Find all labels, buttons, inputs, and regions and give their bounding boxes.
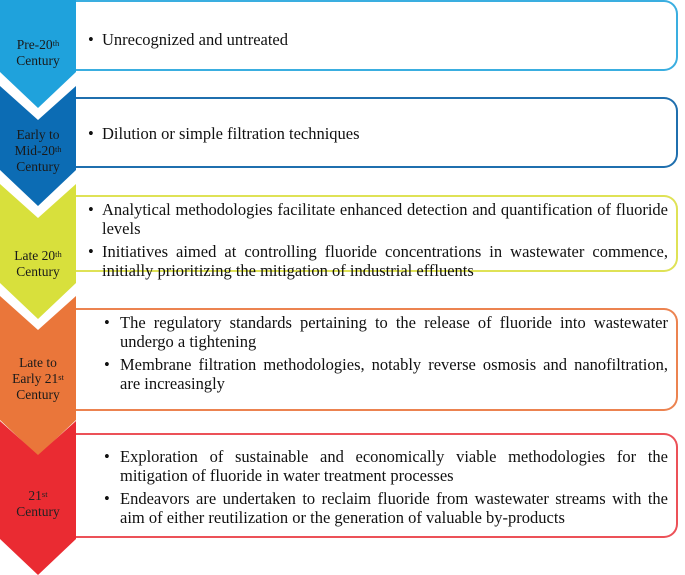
stage-box-late-20th (76, 195, 678, 280)
stage-box-21st (76, 433, 678, 538)
bullet-item: • Initiatives aimed at controlling fluoride concentrations in wastewater commence, initially prioritizing the mitigation of industrial effluents (88, 242, 668, 280)
stage-box-early-mid-20th (76, 97, 678, 168)
bullet-item: • Membrane filtration methodologies, notably reverse osmosis and nanofiltration, are increasingly (104, 355, 668, 393)
stage-label-pre-20th: Pre-20th Century (16, 37, 60, 68)
stage-label-late-20th: Late 20th Century (14, 248, 62, 279)
bullet-item: • Dilution or simple filtration techniques (88, 124, 662, 143)
bullet-item: • The regulatory standards pertaining to the release of fluoride into wastewater undergo a tightening (104, 313, 668, 351)
bullet-item: • Exploration of sustainable and economically viable methodologies for the mitigation of fluoride in water treatment processes (104, 447, 668, 485)
stage-box-pre-20th (76, 0, 678, 71)
bullet-item: • Unrecognized and untreated (88, 30, 662, 49)
stage-label-early-mid-20th: Early to Mid-20th Century (14, 127, 62, 174)
bullet-item: • Endeavors are undertaken to reclaim fluoride from wastewater streams with the aim of either reutilization or the generation of valuable by-products (104, 489, 668, 527)
stage-label-late-early-21st: Late to Early 21st Century (12, 355, 64, 402)
stage-label-21st: 21st Century (16, 488, 60, 519)
stage-box-late-early-21st (76, 308, 678, 411)
bullet-item: • Analytical methodologies facilitate enhanced detection and quantification of fluoride levels (88, 200, 668, 238)
